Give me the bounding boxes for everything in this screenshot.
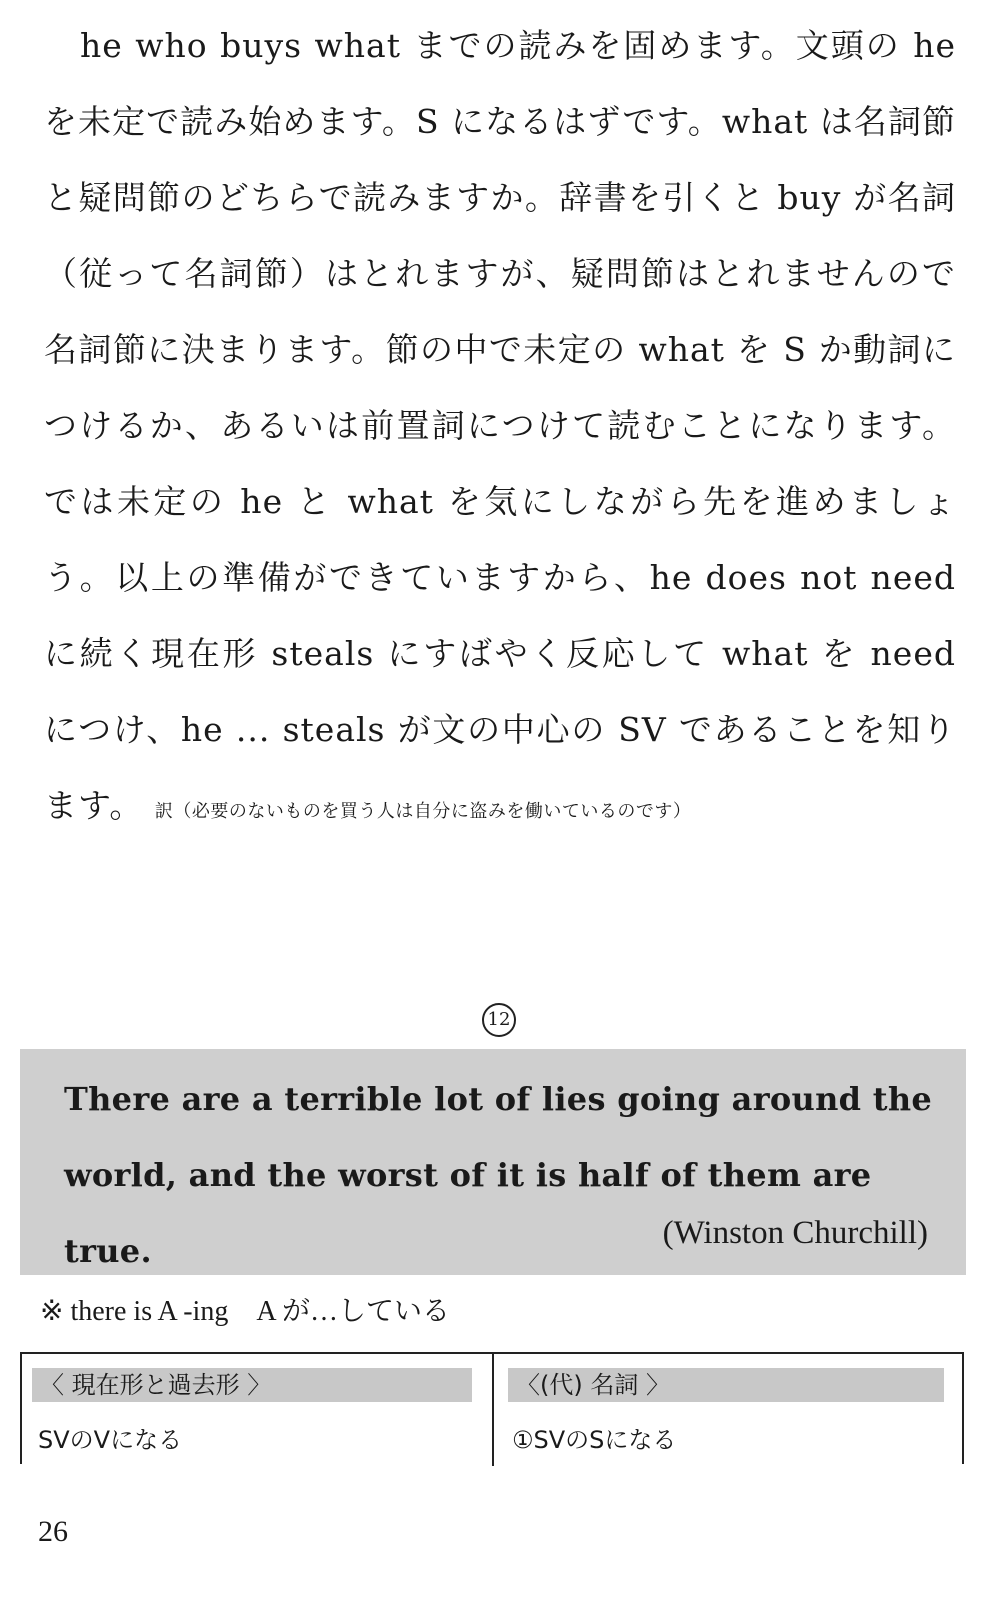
grammar-table xyxy=(20,1352,964,1464)
translation-text: 訳（必要のないものを買う人は自分に盗みを働いているのです） xyxy=(154,801,692,822)
table-left-item: SVのVになる xyxy=(38,1426,183,1454)
paragraph-text: he who buys what までの読みを固めます。文頭の he を未定で読み始めます。S になるはずです。what は名詞節と疑問節のどちらで読みますか。辞書を引くと buy が名詞（従って名詞節）はとれますが、疑問節はとれませんので名詞節に決まります。節の中で未定の what を S か動詞につけるか、あるいは前置詞につけて読むことになります。では未定の he と what を気にしながら先を進めましょう。以上の準備ができていますから、he does not need に続く現在形 steals にすばやく反応して what を need につけ、he ... steals が文の中心の SV であることを知ります。 xyxy=(44,26,956,825)
section-number: 12 xyxy=(482,1003,516,1037)
table-right-item: ①SVのSになる xyxy=(512,1426,677,1454)
table-divider xyxy=(492,1354,494,1466)
body-text xyxy=(44,8,956,850)
quote-text: There are a terrible lot of lies going around the world, and the worst of it is half of them are true. xyxy=(64,1080,933,1270)
page-number: 26 xyxy=(38,1515,68,1548)
table-left-heading: 〈 現在形と過去形 〉 xyxy=(32,1368,472,1402)
quote-box xyxy=(20,1049,966,1275)
grammar-note: ※ there is A -ing A が…している xyxy=(40,1296,451,1327)
explanation-paragraph xyxy=(44,8,956,850)
quote-author: (Winston Churchill) xyxy=(662,1215,928,1251)
table-right-heading: 〈(代) 名詞 〉 xyxy=(508,1368,944,1402)
